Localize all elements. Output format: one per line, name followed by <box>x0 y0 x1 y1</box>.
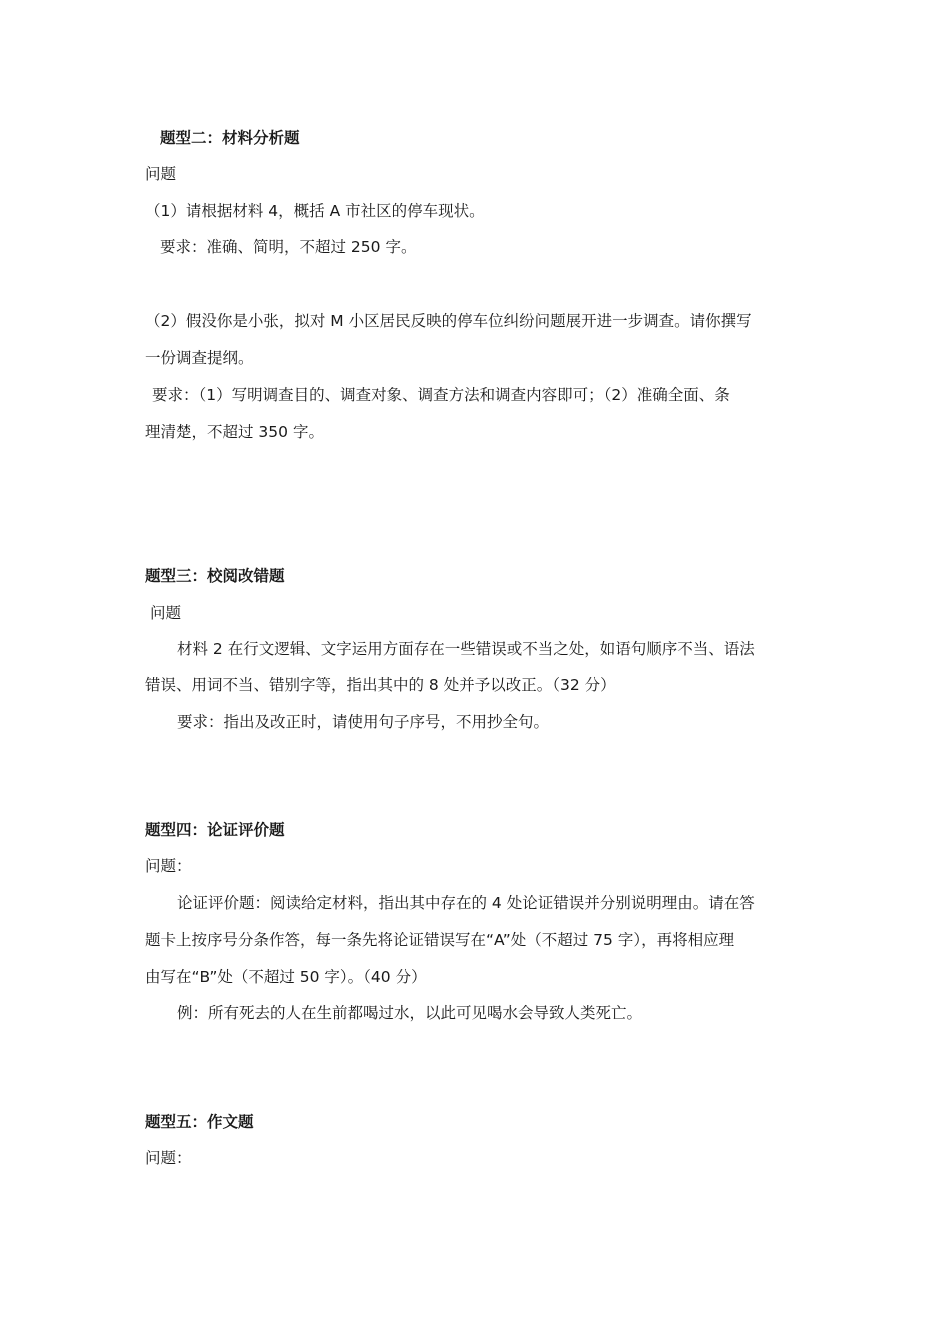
section-3-question-label: 问题 <box>150 604 182 622</box>
section-2-heading: 题型二：材料分析题 <box>160 129 300 147</box>
section-4-heading: 题型四：论证评价题 <box>145 821 285 839</box>
section-3-requirement: 要求：指出及改正时，请使用句子序号，不用抄全句。 <box>177 713 550 731</box>
section-5-question-label: 问题： <box>145 1149 192 1167</box>
section-4-body-line1: 论证评价题：阅读给定材料，指出其中存在的 4 处论证错误并分别说明理由。请在答 <box>177 894 755 912</box>
section-4-question-label: 问题： <box>145 857 192 875</box>
section-2-q1-text: （1）请根据材料 4，概括 A 市社区的停车现状。 <box>145 202 485 220</box>
section-4-body-line2: 题卡上按序号分条作答，每一条先将论证错误写在“A”处（不超过 75 字），再将相应理 <box>145 931 735 949</box>
section-2-question-label: 问题 <box>145 165 177 183</box>
section-5-heading: 题型五：作文题 <box>145 1113 254 1131</box>
section-2-q2-text-line2: 一份调查提纲。 <box>145 349 254 367</box>
section-2-q2-requirement-line2: 理清楚，不超过 350 字。 <box>145 423 324 441</box>
section-3-heading: 题型三：校阅改错题 <box>145 567 285 585</box>
section-3-body-line2: 错误、用词不当、错别字等，指出其中的 8 处并予以改正。（32 分） <box>145 676 616 694</box>
section-2-q2-requirement-line1: 要求：（1）写明调查目的、调查对象、调查方法和调查内容即可；（2）准确全面、条 <box>152 386 730 404</box>
section-3-body-line1: 材料 2 在行文逻辑、文字运用方面存在一些错误或不当之处，如语句顺序不当、语法 <box>177 640 755 658</box>
section-2-q2-text-line1: （2）假没你是小张，拟对 M 小区居民反映的停车位纠纷问题展开进一步调查。请你撰写 <box>145 312 752 330</box>
section-2-q1-requirement: 要求：准确、简明，不超过 250 字。 <box>160 238 417 256</box>
section-4-example: 例：所有死去的人在生前都喝过水，以此可见喝水会导致人类死亡。 <box>177 1004 643 1022</box>
section-4-body-line3: 由写在“B”处（不超过 50 字）。（40 分） <box>145 968 427 986</box>
